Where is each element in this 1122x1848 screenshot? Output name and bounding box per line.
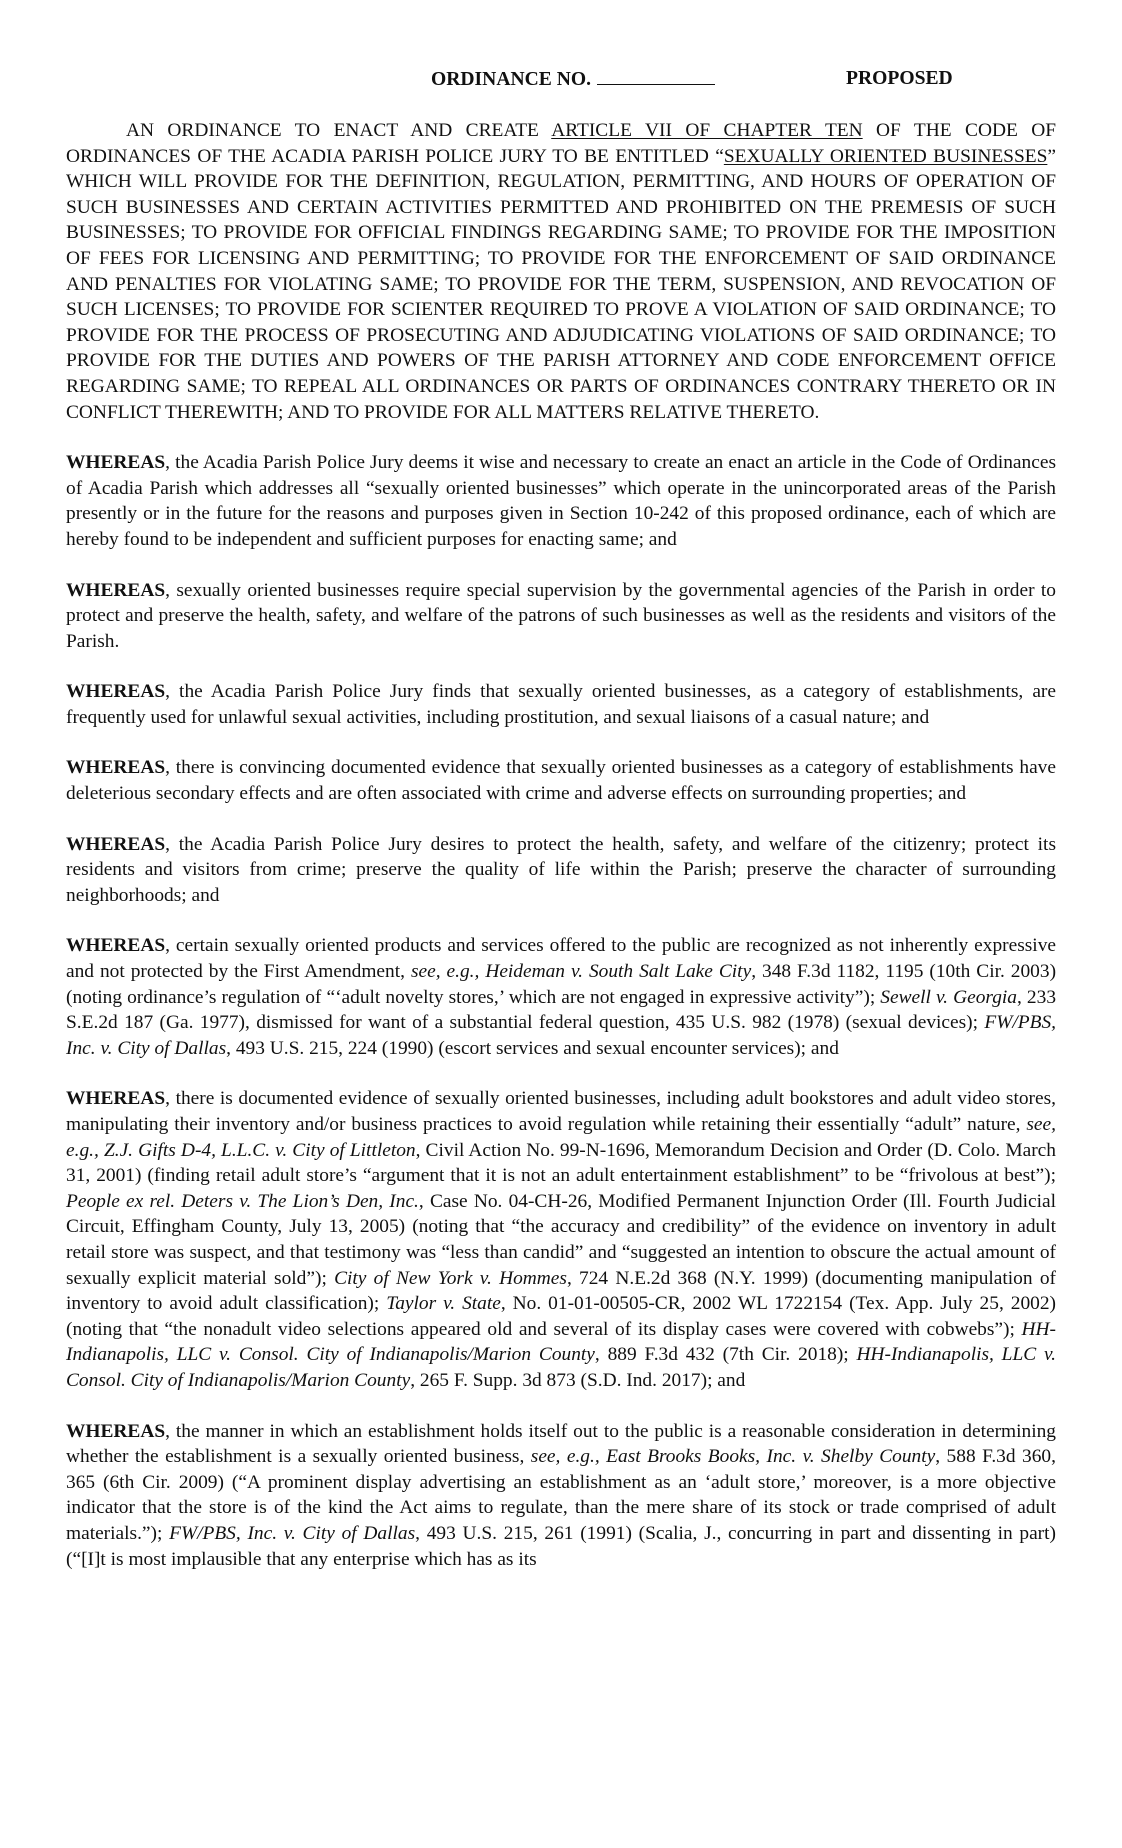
document-header	[66, 66, 1056, 94]
ordinance-number-blank	[597, 66, 715, 85]
whereas-clause-3: WHEREAS, the Acadia Parish Police Jury finds that sexually oriented businesses, as a category of establishments, are frequently used for unlawful sexual activities, including prostitution, and sexual liaisons of a casual nature; and	[66, 681, 1056, 728]
article-reference: ARTICLE VII OF CHAPTER TEN	[551, 120, 863, 141]
whereas-clause-7: WHEREAS, there is documented evidence of sexually oriented businesses, including adult bookstores and adult video stores, manipulating their inventory and/or business practices to avoid regulation while retaining their essentially “adult” nature, see, e.g., Z.J. Gifts D-4, L.L.C. v. City of Littleton, Civil Action No. 99-N-1696, Memorandum Decision and Order (D. Colo. March 31, 2001) (finding retail adult store’s “argument that it is not an adult entertainment establishment” to be “frivolous at best”); People ex rel. Deters v. The Lion’s Den, Inc., Case No. 04-CH-26, Modified Permanent Injunction Order (Ill. Fourth Judicial Circuit, Effingham County, July 13, 2005) (noting that “the accuracy and credibility” of the evidence on inventory in adult retail store was suspect, and that testimony was “less than candid” and “suggested an intention to obscure the actual amount of sexually explicit material sold”); City of New York v. Hommes, 724 N.E.2d 368 (N.Y. 1999) (documenting manipulation of inventory to avoid adult classification); Taylor v. State, No. 01-01-00505-CR, 2002 WL 1722154 (Tex. App. July 25, 2002) (noting that “the nonadult video selections appeared old and several of its display cases were covered with cobwebs”); HH-Indianapolis, LLC v. Consol. City of Indianapolis/Marion County, 889 F.3d 432 (7th Cir. 2018); HH-Indianapolis, LLC v. Consol. City of Indianapolis/Marion County, 265 F. Supp. 3d 873 (S.D. Ind. 2017); and	[66, 1088, 1057, 1391]
whereas-clause-8: WHEREAS, the manner in which an establishment holds itself out to the public is a reasonable consideration in determining whether the establishment is a sexually oriented business, see, e.g., East Brooks Books, Inc. v. Shelby County, 588 F.3d 360, 365 (6th Cir. 2009) (“A prominent display advertising an establishment as an ‘adult store,’ moreover, is a more objective indicator that the store is of the kind the Act aims to regulate, than the mere share of its stock or trade comprised of adult materials.”); FW/PBS, Inc. v. City of Dallas, 493 U.S. 215, 261 (1991) (Scalia, J., concurring in part and dissenting in part) (“[I]t is most implausible that any enterprise which has as its	[66, 1420, 1056, 1570]
whereas-clause-6: WHEREAS, certain sexually oriented products and services offered to the public are recognized as not inherently expressive and not protected by the First Amendment, see, e.g., Heideman v. South Salt Lake City, 348 F.3d 1182, 1195 (10th Cir. 2003) (noting ordinance’s regulation of “‘adult novelty stores,’ which are not engaged in expressive activity”); Sewell v. Georgia, 233 S.E.2d 187 (Ga. 1977), dismissed for want of a substantial federal question, 435 U.S. 982 (1978) (sexual devices); FW/PBS, Inc. v. City of Dallas, 493 U.S. 215, 224 (1990) (escort services and sexual encounter services); and	[66, 935, 1057, 1059]
whereas-clause-1: WHEREAS, the Acadia Parish Police Jury deems it wise and necessary to create an enact an article in the Code of Ordinances of Acadia Parish which addresses all “sexually oriented businesses” which operate in the unincorporated areas of the Parish presently or in the future for the reasons and purposes given in Section 10-242 of this proposed ordinance, each of which are hereby found to be independent and sufficient purposes for enacting same; and	[66, 452, 1056, 550]
whereas-clause-5: WHEREAS, the Acadia Parish Police Jury desires to protect the health, safety, and welfare of the citizenry; protect its residents and visitors from crime; preserve the quality of life within the Parish; preserve the character of surrounding neighborhoods; and	[66, 833, 1056, 906]
ordinance-number-heading: ORDINANCE NO.	[431, 66, 715, 93]
ordinance-title: SEXUALLY ORIENTED BUSINESSES	[723, 145, 1048, 167]
whereas-clause-2: WHEREAS, sexually oriented businesses require special supervision by the governmental agencies of the Parish in order to protect and preserve the health, safety, and welfare of the patrons of such businesses as well as the residents and visitors of the Parish.	[66, 579, 1056, 652]
ordinance-caption: AN ORDINANCE TO ENACT AND CREATE ARTICLE VII OF CHAPTER TEN OF THE CODE OF ORDINANCES OF THE ACADIA PARISH POLICE JURY TO BE ENTITLED “SEXUALLY ORIENTED BUSINESSES” WHICH WILL PROVIDE FOR THE DEFINITION, REGULATION, PERMITTING, AND HOURS OF OPERATION OF SUCH BUSINESSES AND CERTAIN ACTIVITIES PERMITTED AND PROHIBITED ON THE PREMESIS OF SUCH BUSINESSES; TO PROVIDE FOR OFFICIAL FINDINGS REGARDING SAME; TO PROVIDE FOR THE IMPOSITION OF FEES FOR LICENSING AND PERMITTING; TO PROVIDE FOR THE ENFORCEMENT OF SAID ORDINANCE AND PENALTIES FOR VIOLATING SAME; TO PROVIDE FOR THE TERM, SUSPENSION, AND REVOCATION OF SUCH LICENSES; TO PROVIDE FOR SCIENTER REQUIRED TO PROVE A VIOLATION OF SAID ORDINANCE; TO PROVIDE FOR THE PROCESS OF PROSECUTING AND ADJUDICATING VIOLATIONS OF SAID ORDINANCE; TO PROVIDE FOR THE DUTIES AND POWERS OF THE PARISH ATTORNEY AND CODE ENFORCEMENT OFFICE REGARDING SAME; TO REPEAL ALL ORDINANCES OR PARTS OF ORDINANCES CONTRARY THERETO OR IN CONFLICT THEREWITH; AND TO PROVIDE FOR ALL MATTERS RELATIVE THERETO.	[66, 120, 1057, 423]
status-heading: PROPOSED	[846, 68, 953, 89]
whereas-clause-4: WHEREAS, there is convincing documented evidence that sexually oriented businesses as a category of establishments have deleterious secondary effects and are often associated with crime and adverse effects on surrounding properties; and	[66, 757, 1056, 805]
